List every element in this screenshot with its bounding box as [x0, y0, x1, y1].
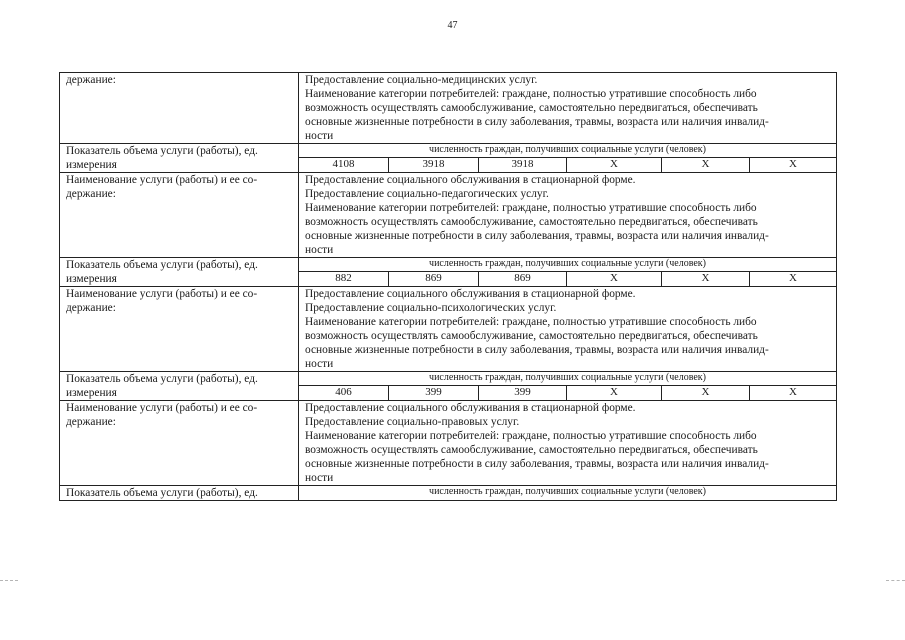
value-cell: 869	[389, 271, 479, 286]
value-cell: Х	[662, 157, 750, 172]
page-number: 47	[447, 20, 458, 31]
label-line: Наименование услуги (работы) и ее со-	[66, 402, 258, 414]
service-description	[299, 401, 837, 486]
value-cell: 399	[479, 385, 567, 400]
services-table	[59, 72, 837, 501]
description-line: Наименование категории потребителей: граждане, полностью утратившие способность либо	[305, 316, 757, 328]
value-cell: 4108	[299, 157, 389, 172]
service-description-row	[60, 73, 837, 144]
service-description-row	[60, 401, 837, 486]
indicator-row	[60, 144, 837, 158]
indicator-unit: численность граждан, получивших социальные услуги (человек)	[299, 144, 837, 158]
label-line: измерения	[66, 387, 117, 399]
description-line: Предоставление социального обслуживания в стационарной форме.	[305, 402, 636, 414]
label-line: держание:	[66, 302, 116, 314]
value-cell: Х	[750, 271, 837, 286]
description-line: основные жизненные потребности в силу заболевания, травмы, возраста или наличия инвалид-	[305, 230, 769, 242]
description-line: возможность осуществлять самообслуживание, самостоятельно передвигаться, обеспечивать	[305, 102, 758, 114]
description-line: Предоставление социального обслуживания в стационарной форме.	[305, 174, 636, 186]
description-line: ности	[305, 244, 334, 256]
description-line: Наименование категории потребителей: граждане, полностью утратившие способность либо	[305, 430, 757, 442]
value-cell: 869	[479, 271, 567, 286]
label-line: держание:	[66, 188, 116, 200]
label-line: Наименование услуги (работы) и ее со-	[66, 288, 258, 300]
service-description	[299, 73, 837, 144]
description-line: Предоставление социального обслуживания в стационарной форме.	[305, 288, 636, 300]
service-description	[299, 287, 837, 372]
description-line: ности	[305, 358, 334, 370]
label-line: измерения	[66, 159, 117, 171]
label-line: держание:	[66, 416, 116, 428]
service-name-label	[60, 401, 299, 486]
value-cell: 882	[299, 271, 389, 286]
indicator-unit: численность граждан, получивших социальные услуги (человек)	[299, 258, 837, 272]
value-cell: Х	[750, 157, 837, 172]
value-cell: Х	[567, 271, 662, 286]
value-cell: 3918	[479, 157, 567, 172]
label-line: Показатель объема услуги (работы), ед.	[66, 259, 258, 271]
indicator-row	[60, 486, 837, 501]
description-line: основные жизненные потребности в силу заболевания, травмы, возраста или наличия инвалид-	[305, 344, 769, 356]
description-line: Предоставление социально-педагогических услуг.	[305, 188, 549, 200]
service-description-row	[60, 173, 837, 258]
description-line: ности	[305, 472, 334, 484]
description-line: Предоставление социально-психологических услуг.	[305, 302, 557, 314]
indicator-row	[60, 372, 837, 386]
label-line: Показатель объема услуги (работы), ед.	[66, 145, 258, 157]
fold-mark-left	[0, 580, 18, 582]
indicator-unit: численность граждан, получивших социальные услуги (человек)	[299, 372, 837, 386]
value-cell: Х	[662, 271, 750, 286]
indicator-label	[60, 486, 299, 501]
indicator-row	[60, 258, 837, 272]
indicator-label	[60, 258, 299, 287]
service-name-label	[60, 73, 299, 144]
label-line: Показатель объема услуги (работы), ед.	[66, 373, 258, 385]
service-description	[299, 173, 837, 258]
label-line: Наименование услуги (работы) и ее со-	[66, 174, 258, 186]
description-line: основные жизненные потребности в силу заболевания, травмы, возраста или наличия инвалид-	[305, 458, 769, 470]
description-line: возможность осуществлять самообслуживание, самостоятельно передвигаться, обеспечивать	[305, 444, 758, 456]
description-line: возможность осуществлять самообслуживание, самостоятельно передвигаться, обеспечивать	[305, 330, 758, 342]
description-line: основные жизненные потребности в силу заболевания, травмы, возраста или наличия инвалид-	[305, 116, 769, 128]
service-description-row	[60, 287, 837, 372]
description-line: Предоставление социально-правовых услуг.	[305, 416, 520, 428]
description-line: Наименование категории потребителей: граждане, полностью утратившие способность либо	[305, 88, 757, 100]
description-line: Предоставление социально-медицинских услуг.	[305, 74, 538, 86]
label-line: Показатель объема услуги (работы), ед.	[66, 487, 258, 499]
service-name-label	[60, 287, 299, 372]
value-cell: 3918	[389, 157, 479, 172]
value-cell: Х	[567, 157, 662, 172]
description-line: Наименование категории потребителей: граждане, полностью утратившие способность либо	[305, 202, 757, 214]
value-cell: Х	[750, 385, 837, 400]
fold-mark-right	[886, 580, 905, 582]
value-cell: 406	[299, 385, 389, 400]
label-line: измерения	[66, 273, 117, 285]
value-cell: Х	[662, 385, 750, 400]
label-line: держание:	[66, 74, 116, 86]
value-cell: 399	[389, 385, 479, 400]
indicator-label	[60, 372, 299, 401]
value-cell: Х	[567, 385, 662, 400]
indicator-unit: численность граждан, получивших социальные услуги (человек)	[299, 486, 837, 501]
description-line: возможность осуществлять самообслуживание, самостоятельно передвигаться, обеспечивать	[305, 216, 758, 228]
description-line: ности	[305, 130, 334, 142]
indicator-label	[60, 144, 299, 173]
service-name-label	[60, 173, 299, 258]
